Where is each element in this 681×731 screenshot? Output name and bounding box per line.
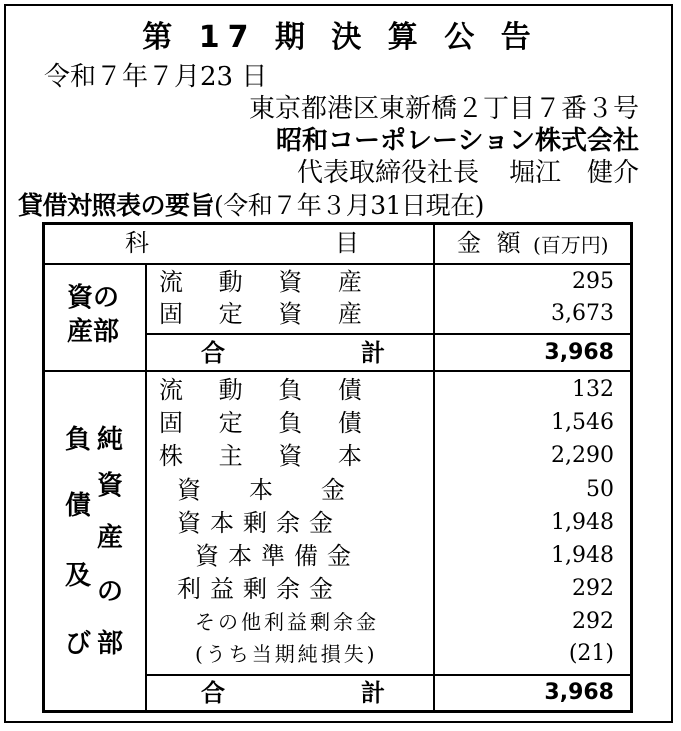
liab-col1-char: 負 [65, 425, 92, 455]
representative [297, 152, 639, 189]
company-name: 昭和コーポレーション株式会社 [276, 126, 639, 156]
liab-col2-char: 産 [97, 523, 124, 553]
liab-total-label-b: 計 [361, 679, 385, 707]
liab-value: 132 [572, 377, 614, 402]
header-amount: 金 額 [457, 229, 525, 257]
liab-label: 利益剰余金 [177, 575, 342, 603]
company-address: 東京都港区東新橋２丁目７番３号 [248, 94, 639, 124]
liab-label: (うち当期純損失) [195, 642, 378, 666]
liab-col2-char: 資 [97, 471, 124, 501]
assets-section-label-1: 資の [67, 283, 120, 313]
liab-value: 292 [572, 576, 614, 601]
assets-total-value: 3,968 [544, 340, 614, 365]
notice-title: 第 17 期 決 算 公 告 [142, 20, 539, 55]
liab-col1-char: 及 [65, 561, 92, 591]
balance-sheet-table [42, 222, 633, 713]
header-subject: 科 [125, 229, 149, 257]
asset-label: 流 動 資 産 [159, 268, 376, 296]
liab-label: 資本剰余金 [177, 509, 342, 537]
liab-label: 資 本 金 [177, 476, 345, 504]
liab-total-divider [145, 674, 630, 676]
liab-value: 1,546 [551, 410, 614, 435]
section-divider [45, 370, 630, 372]
liab-value: (21) [568, 641, 614, 666]
assets-section-label-2: 産部 [67, 317, 120, 347]
subtitle-main: 貸借対照表の要旨 [18, 191, 215, 220]
section-column-divider [145, 263, 147, 710]
assets-total-label-b: 計 [361, 339, 385, 367]
balance-sheet-title [18, 186, 484, 222]
liab-value: 50 [586, 477, 614, 502]
liab-total-value: 3,968 [544, 680, 614, 705]
liab-label: 株 主 資 本 [159, 442, 376, 470]
liab-label: 流 動 負 債 [159, 376, 376, 404]
liab-total-label-a: 合 [201, 679, 225, 707]
liab-label: 資本準備金 [195, 542, 360, 570]
liab-col2-char: の [97, 577, 124, 607]
header-unit: (百万円) [533, 233, 609, 257]
header-subject-2: 目 [335, 229, 359, 257]
amount-column-divider [433, 225, 435, 710]
liab-col2-char: 純 [97, 425, 124, 455]
asset-value: 3,673 [551, 301, 614, 326]
rep-title: 代表取締役社長 [296, 158, 479, 188]
liab-col2-char: 部 [97, 629, 124, 659]
asset-value: 295 [572, 269, 614, 294]
liab-value: 292 [572, 609, 614, 634]
asset-label: 固 定 資 産 [159, 300, 376, 328]
subtitle-date: (令和７年３月31日現在) [214, 191, 484, 220]
liab-value: 1,948 [551, 543, 614, 568]
assets-total-label-a: 合 [201, 339, 225, 367]
liab-col1-char: び [65, 629, 92, 659]
notice-date: 令和７年７月23 日 [44, 62, 268, 92]
rep-name: 堀江 健介 [508, 158, 639, 188]
liab-col1-char: 債 [65, 491, 92, 521]
liab-label: 固 定 負 債 [159, 409, 376, 437]
liab-label: その他利益剰余金 [195, 610, 379, 634]
liab-value: 2,290 [551, 443, 614, 468]
assets-total-divider [145, 333, 630, 335]
header-divider [45, 263, 630, 265]
liab-value: 1,948 [551, 510, 614, 535]
